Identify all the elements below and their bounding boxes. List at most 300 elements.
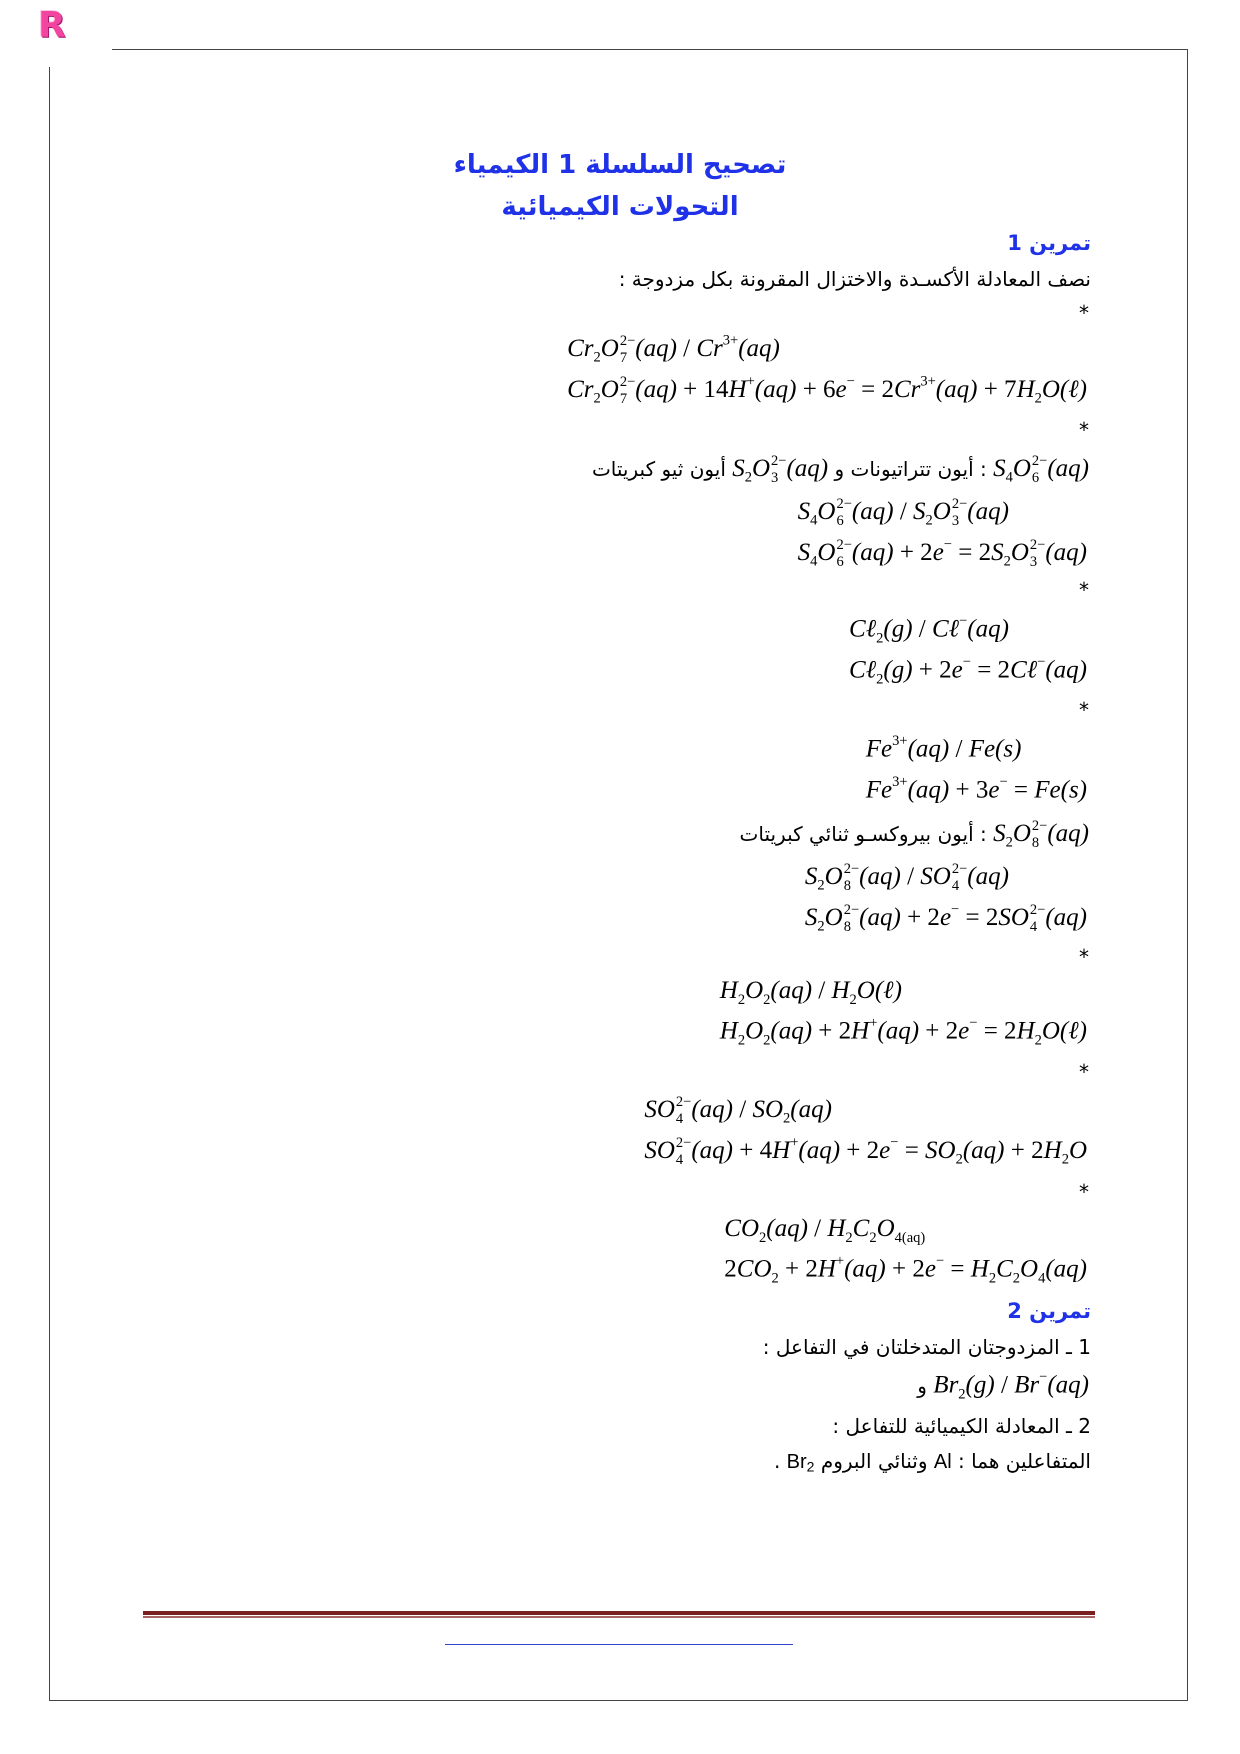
formula-subscript: 4 [1038,1270,1046,1287]
formula-superscript: 2− [771,453,787,470]
formula-charge-stack [836,537,851,570]
formula-symbol: H [1016,376,1035,403]
formula-symbol: (aq) [907,777,950,804]
bullet-marker: * [1079,301,1089,325]
formula-symbol: (aq) [967,498,1009,525]
formula-symbol: CO [724,1215,759,1242]
formula-symbol: (aq) [1047,820,1089,847]
formula-symbol: SO [925,1137,956,1164]
formula-superscript: + [869,1015,878,1032]
half-equation-formula [724,1254,1087,1286]
formula-superscript: 2− [675,1094,692,1111]
formula-symbol: O [600,335,619,362]
formula-symbol: H [831,977,850,1004]
formula-symbol: O [1012,820,1031,847]
formula-symbol: S [804,863,818,890]
ion-name-text: أيون ثيو كبريتات [591,457,733,481]
exercise-1-intro: نصف المعادلة الأكسـدة والاختزال المقرونة بكل مزدوجة : [618,267,1091,291]
formula-symbol: (aq) [790,1096,832,1123]
formula-charge-stack [676,1135,691,1168]
formula-operator: / [676,335,697,362]
formula-charge-stack [1030,902,1045,935]
formula-symbol: O [1012,455,1031,482]
formula-charge-stack [952,861,967,894]
formula-symbol: O [751,455,771,482]
thiosulfate-formula [732,453,828,486]
formula-symbol: e [879,1137,891,1164]
formula-subscript: 4 [675,1110,684,1127]
formula-subscript: 2 [593,349,601,366]
formula-subscript: 2 [593,390,601,407]
formula-operator: = 2 [854,376,894,403]
ion-names-line-2 [740,814,1089,854]
half-equation-line [866,772,1087,813]
formula-symbol: (aq) [967,616,1009,643]
formula-symbol: O(ℓ) [1041,1018,1087,1045]
formula-charge-stack [844,902,859,935]
formula-charge-stack [1030,537,1045,570]
formula-superscript: − [962,654,971,671]
formula-symbol: O [745,1018,764,1045]
formula-symbol: H [851,1018,870,1045]
formula-symbol: e [924,1256,936,1283]
formula-operator: / [949,736,969,763]
formula-superscript: − [951,901,960,918]
formula-symbol: Cℓ [1010,657,1038,684]
formula-symbol: O [1020,1256,1039,1283]
formula-subscript: 8 [1031,834,1040,851]
formula-superscript: 2− [619,333,636,350]
formula-symbol: (aq) [877,1018,920,1045]
logo: R [38,5,66,46]
formula-symbol: O [1068,1137,1087,1164]
formula-subscript: 6 [836,553,844,570]
formula-symbol: Fe(s) [1034,777,1087,804]
page-subtitle: التحولات الكيميائية [501,192,739,222]
bromine-symbol: Br [786,1451,807,1473]
formula-symbol: H [772,1137,791,1164]
ion-names-line-1 [592,449,1089,489]
formula-operator: + 6 [796,376,836,403]
formula-subscript: 3 [951,512,960,529]
formula-superscript: 3+ [892,733,908,750]
page-title: تصحيح السلسلة 1 الكيمياء [453,150,787,180]
bullet-marker: * [1079,1060,1089,1084]
couple-line [567,330,1087,371]
formula-operator: + 2 [840,1137,880,1164]
formula-subscript: 4 [951,877,960,894]
couple-block-tetrathionate [798,493,1087,575]
reactants-text: وثنائي البروم [814,1449,934,1473]
tetrathionate-formula [993,453,1089,486]
formula-operator: + 2 [900,904,940,931]
footer-rule-thin [143,1616,1095,1618]
half-equation-line [724,1251,1087,1292]
couple-block-peroxodisulfate [805,858,1087,940]
half-equation-line [644,1132,1087,1173]
formula-operator: / [893,498,914,525]
formula-subscript: 2 [869,1229,877,1246]
formula-subscript: 2 [763,1032,771,1049]
formula-symbol: O(ℓ) [856,977,902,1004]
formula-charge-stack [952,496,967,529]
formula-superscript: 2− [836,496,852,513]
bromine-index: 2 [806,1458,815,1475]
formula-symbol: Br [1014,1372,1040,1399]
redox-couple-formula [798,496,1009,529]
formula-symbol: (g) [883,657,913,684]
formula-symbol: (aq) [851,498,894,525]
formula-symbol: (aq) [907,736,950,763]
formula-symbol: (aq) [935,376,978,403]
formula-superscript: − [846,373,855,390]
formula-subscript: 2 [1034,390,1042,407]
formula-operator: + 4 [733,1137,773,1164]
sentence-end: . [773,1449,787,1473]
formula-symbol: O [876,1215,895,1242]
formula-symbol: e [951,657,963,684]
formula-subscript: 7 [619,390,628,407]
formula-superscript: − [935,1253,945,1270]
formula-symbol: S [993,820,1006,847]
reactants-text: المتفاعلين هما : [951,1449,1091,1473]
formula-symbol: (aq) [1045,539,1087,566]
formula-subscript: 4 [675,1151,684,1168]
formula-subscript: 2 [783,1110,791,1127]
formula-operator: = 2 [959,904,999,931]
couple-block-oxalic [724,1210,1087,1292]
formula-subscript: 2 [1034,1032,1042,1049]
half-equation-formula [849,655,1087,687]
frame-top-line [112,49,1188,50]
redox-couple-formula [720,978,902,1007]
redox-couple-formula [805,861,1009,894]
formula-subscript: 2 [1005,834,1013,851]
formula-symbol: (aq) [770,1018,813,1045]
formula-symbol: SO [644,1096,675,1123]
exercise-1-heading: تمرين 1 [1007,231,1091,255]
couple-line [805,858,1087,899]
formula-symbol: SO [644,1137,675,1164]
formula-subscript: 2 [737,991,746,1008]
formula-symbol: Cr [567,335,594,362]
formula-subscript: 4 [1029,918,1038,935]
exercise-2-reactants-line [774,1441,1091,1487]
formula-operator: + 2 [885,1256,925,1283]
formula-symbol: (aq) [1045,657,1087,684]
formula-symbol: (g) [965,1372,995,1399]
formula-superscript: 2− [836,537,852,554]
formula-operator: + 2 [919,1018,959,1045]
formula-symbol: (aq) [1045,904,1087,931]
formula-superscript: − [1039,1369,1048,1386]
formula-charge-stack [1032,818,1047,851]
formula-symbol: S [993,455,1006,482]
formula-symbol: (aq) [766,1215,808,1242]
formula-symbol: C [852,1215,870,1242]
formula-symbol: (aq) [798,1137,841,1164]
half-equation-formula [798,537,1087,570]
formula-symbol: e [835,376,847,403]
formula-symbol: S [732,455,745,482]
formula-operator: + 2 [893,539,933,566]
footer-link-underline[interactable] [445,1644,793,1645]
formula-symbol: e [988,777,1000,804]
formula-charge-stack [676,1094,691,1127]
couple-line [866,731,1087,772]
formula-subscript: 3 [1029,553,1038,570]
formula-operator: + 7 [977,376,1017,403]
formula-charge-stack [620,333,635,366]
formula-charge-stack [620,374,635,407]
formula-subscript: 2 [849,991,857,1008]
couple-line [644,1091,1087,1132]
half-equation-line [567,371,1087,412]
formula-symbol: S [991,539,1004,566]
formula-subscript: 4(aq) [894,1229,926,1246]
formula-symbol: H [728,376,747,403]
half-equation-formula [644,1135,1087,1168]
formula-symbol: e [939,904,952,931]
half-equation-line [798,534,1087,575]
ion-name-text: : أيون بيروكسـو ثنائي كبريتات [739,822,994,846]
formula-operator: 2 [724,1256,737,1283]
formula-symbol: CO [736,1256,772,1283]
formula-symbol: SO [920,863,951,890]
formula-symbol: O [817,498,836,525]
formula-superscript: + [746,373,755,390]
formula-subscript: 2 [958,1386,966,1403]
formula-subscript: 7 [619,349,628,366]
bullet-marker: * [1079,1180,1089,1204]
formula-symbol: e [932,539,944,566]
formula-operator: + 3 [949,777,989,804]
formula-superscript: − [999,774,1008,791]
formula-symbol: SO [998,904,1029,931]
formula-superscript: 3+ [722,332,739,349]
formula-subscript: 2 [817,877,825,894]
frame-bottom-line [49,1700,1188,1701]
formula-subscript: 2 [955,1151,963,1168]
formula-symbol: Cr [893,376,921,403]
couple-block-chlorine [849,611,1087,693]
formula-operator: = [944,1256,971,1283]
formula-symbol: Fe(s) [968,736,1022,763]
formula-symbol: (aq) [1047,1372,1089,1399]
formula-symbol: S [797,498,811,525]
formula-symbol: O [1010,539,1029,566]
formula-symbol: (aq) [691,1137,734,1164]
formula-charge-stack [844,861,859,894]
bromine-formula [787,1442,815,1487]
formula-subscript: 3 [771,469,779,486]
ion-name-text: : أيون تتراتيونات و [828,457,994,481]
formula-operator: + 14 [676,376,729,403]
formula-symbol: (aq) [967,863,1009,890]
formula-symbol: H [1043,1137,1062,1164]
formula-subscript: 2 [763,991,771,1008]
formula-symbol: (aq) [851,539,894,566]
formula-symbol: (aq) [859,863,901,890]
formula-superscript: + [790,1134,799,1151]
formula-symbol: O [824,904,843,931]
formula-superscript: 2− [619,374,636,391]
formula-subscript: 2 [817,918,825,935]
formula-symbol: O [824,863,843,890]
formula-subscript: 4 [810,512,818,529]
formula-superscript: 2− [1029,537,1046,554]
formula-subscript: 4 [810,553,818,570]
formula-symbol: (aq) [770,977,813,1004]
formula-subscript: 2 [1012,1270,1021,1287]
exercise-2-question-1: 1 ـ المزدوجتان المتدخلتان في التفاعل : [762,1335,1091,1359]
formula-superscript: 2− [843,902,860,919]
formula-operator: = [898,1137,926,1164]
formula-symbol: H [817,1256,836,1283]
couple-line [849,611,1087,652]
formula-subscript: 2 [737,1032,746,1049]
formula-subscript: 2 [845,1229,853,1246]
formula-symbol: S [797,539,811,566]
formula-symbol: (aq) [786,455,829,482]
formula-symbol: (aq) [1045,1256,1087,1283]
formula-operator: / [807,1215,828,1242]
half-equation-line [849,652,1087,693]
formula-charge-stack [1032,453,1047,486]
bullet-marker: * [1079,698,1089,722]
formula-symbol: (aq) [635,335,677,362]
formula-subscript: 2 [771,1270,779,1287]
formula-symbol: Fe [865,777,893,804]
formula-symbol: Cr [696,335,723,362]
half-equation-formula [567,374,1087,407]
formula-symbol: (aq) [635,376,677,403]
formula-superscript: − [890,1134,899,1151]
formula-symbol: H [719,1018,738,1045]
formula-subscript: 8 [843,918,851,935]
formula-subscript: 2 [925,512,933,529]
formula-operator: = 2 [951,539,992,566]
formula-operator: / [733,1096,753,1123]
formula-symbol: S [804,904,818,931]
formula-subscript: 2 [1003,553,1011,570]
formula-symbol: H [1016,1018,1035,1045]
formula-operator: / [912,616,932,643]
formula-symbol: (aq) [754,376,797,403]
formula-symbol: H [970,1256,989,1283]
half-equation-formula [720,1016,1087,1048]
formula-symbol: H [827,1215,846,1242]
formula-operator: = 2 [977,1018,1017,1045]
frame-left-line [49,67,50,1701]
half-equation-line [720,1013,1087,1054]
formula-superscript: − [943,536,952,553]
formula-symbol: SO [752,1096,784,1123]
formula-symbol: H [719,977,738,1004]
formula-symbol: Cr [567,376,594,403]
half-equation-formula [805,902,1087,935]
redox-couple-formula [644,1094,832,1127]
formula-subscript: 2 [1061,1151,1069,1168]
formula-subscript: 2 [988,1270,997,1287]
formula-symbol: C [996,1256,1013,1283]
formula-superscript: 2− [675,1135,692,1152]
formula-symbol: (g) [883,616,913,643]
formula-symbol: Cℓ [849,657,877,684]
formula-operator: = 2 [970,657,1011,684]
formula-symbol: Cℓ [932,616,960,643]
formula-operator: / [994,1372,1015,1399]
redox-couple-formula [724,1216,925,1245]
formula-symbol: O [745,977,764,1004]
formula-charge-stack [771,453,786,486]
formula-symbol: O(ℓ) [1041,376,1087,403]
formula-symbol: O [600,376,619,403]
bromine-couple-formula [933,1370,1089,1402]
formula-operator: + 2 [812,1018,852,1045]
formula-symbol: O [932,498,951,525]
formula-operator: / [900,863,921,890]
redox-couple-formula [866,734,1022,762]
frame-right-line [1187,49,1188,1701]
formula-subscript: 6 [836,512,844,529]
formula-superscript: + [835,1253,845,1270]
formula-superscript: 2− [951,496,968,513]
formula-superscript: 2− [951,861,968,878]
formula-symbol: Br [933,1372,959,1399]
bullet-marker: * [1079,945,1089,969]
half-equation-line [805,899,1087,940]
bullet-marker: * [1079,418,1089,442]
formula-superscript: 2− [1029,902,1046,919]
bullet-marker: * [1079,578,1089,602]
formula-operator: + 2 [1004,1137,1044,1164]
exercise-2-heading: تمرين 2 [1007,1299,1091,1323]
redox-couple-formula [849,614,1009,646]
couple-line [720,972,1087,1013]
formula-superscript: 3+ [920,373,936,390]
formula-superscript: − [959,613,968,630]
formula-symbol: Fe [865,736,893,763]
formula-operator: = [1007,777,1035,804]
formula-symbol: (aq) [859,904,901,931]
formula-operator: + 2 [912,657,952,684]
formula-operator: / [812,977,832,1004]
formula-superscript: − [1037,654,1046,671]
formula-operator: + 2 [778,1256,818,1283]
couple-block-hydrogen-peroxide [720,972,1087,1054]
formula-superscript: 2− [1031,453,1048,470]
peroxodisulfate-formula [993,818,1089,851]
formula-charge-stack [836,496,851,529]
formula-symbol: S [913,498,926,525]
formula-subscript: 2 [876,630,884,647]
half-equation-formula [866,775,1087,803]
formula-subscript: 2 [744,469,752,486]
exercise-2-couples-line [917,1366,1089,1406]
formula-superscript: 2− [1031,818,1048,835]
formula-symbol: (aq) [1047,455,1089,482]
formula-subscript: 2 [759,1229,767,1246]
formula-symbol: (aq) [844,1256,886,1283]
formula-symbol: O [817,539,836,566]
formula-subscript: 6 [1031,469,1040,486]
footer-rule-thick [143,1611,1095,1615]
formula-superscript: − [969,1015,978,1032]
formula-subscript: 2 [876,671,884,688]
couple-line [724,1210,1087,1251]
exercise-2-question-2: 2 ـ المعادلة الكيميائية للتفاعل : [832,1414,1091,1438]
